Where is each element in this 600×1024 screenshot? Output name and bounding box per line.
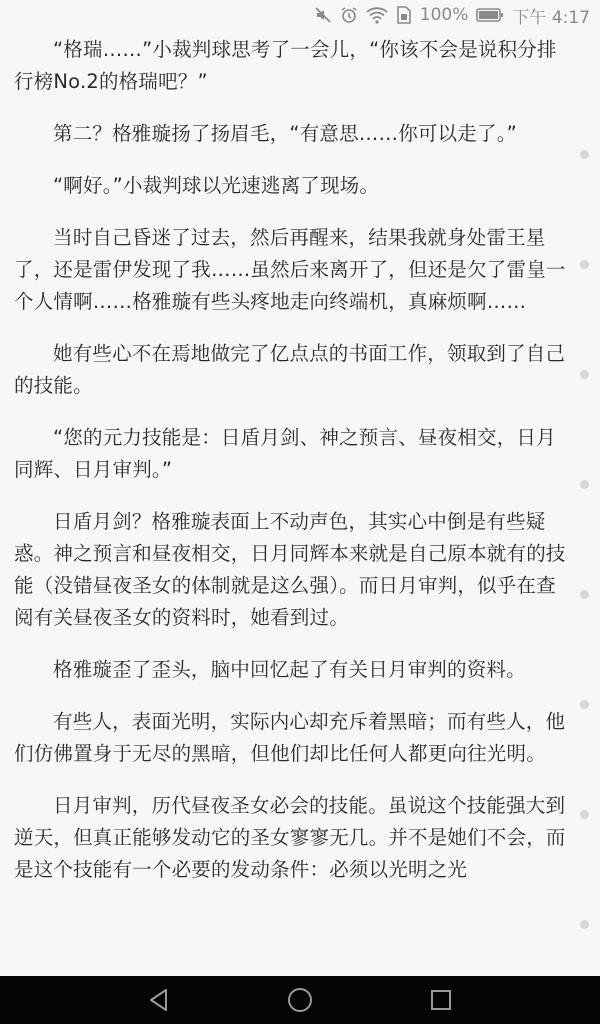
paragraph: 她有些心不在焉地做完了亿点点的书面工作，领取到了自己的技能。 bbox=[14, 342, 566, 397]
sim-icon bbox=[396, 6, 412, 24]
scroll-dot bbox=[580, 810, 589, 819]
paragraph: 当时自己昏迷了过去，然后再醒来，结果我就身处雷王星了，还是雷伊发现了我……虽然后来离开了，但还是欠了雷皇一个人情啊……格雅璇有些头疼地走向终端机，真麻烦啊…… bbox=[14, 226, 566, 313]
paragraph: 第二？格雅璇扬了扬眉毛，“有意思……你可以走了。” bbox=[53, 122, 517, 145]
wifi-icon bbox=[366, 6, 388, 24]
battery-percent: 100% bbox=[419, 5, 469, 25]
scroll-dot bbox=[580, 920, 589, 929]
mute-icon bbox=[314, 6, 332, 24]
navigation-bar bbox=[0, 976, 600, 1024]
back-icon[interactable] bbox=[141, 982, 177, 1018]
home-icon[interactable] bbox=[282, 982, 318, 1018]
chapter-text bbox=[0, 30, 600, 886]
status-bar bbox=[0, 0, 600, 30]
paragraph: “您的元力技能是：日盾月剑、神之预言、昼夜相交，日月同辉、日月审判。” bbox=[14, 426, 556, 481]
paragraph: 日盾月剑？格雅璇表面上不动声色，其实心中倒是有些疑惑。神之预言和昼夜相交，日月同辉本来就是自己原本就有的技能（没错昼夜圣女的体制就是这么强）。而日月审判，似乎在查阅有关昼夜圣女的资料时，她看到过。 bbox=[14, 510, 566, 629]
alarm-icon bbox=[340, 6, 358, 24]
battery-icon bbox=[476, 7, 504, 23]
paragraph: “格瑞……”小裁判球思考了一会儿，“你该不会是说积分排行榜No.2的格瑞吧？” bbox=[14, 38, 557, 93]
scroll-dot bbox=[580, 260, 589, 269]
scroll-dot bbox=[580, 370, 589, 379]
scroll-dot bbox=[580, 480, 589, 489]
paragraph: 有些人，表面光明，实际内心却充斥着黑暗；而有些人，他们仿佛置身于无尽的黑暗，但他们却比任何人都更向往光明。 bbox=[14, 710, 566, 765]
clock: 下午 4:17 bbox=[512, 7, 590, 28]
reader-page[interactable] bbox=[0, 30, 600, 976]
paragraph: “啊好。”小裁判球以光速逃离了现场。 bbox=[53, 174, 380, 197]
paragraph: 格雅璇歪了歪头，脑中回忆起了有关日月审判的资料。 bbox=[53, 658, 526, 681]
scroll-dot bbox=[580, 590, 589, 599]
recents-icon[interactable] bbox=[423, 982, 459, 1018]
scroll-dot bbox=[580, 700, 589, 709]
paragraph: 日月审判，历代昼夜圣女必会的技能。虽说这个技能强大到逆天，但真正能够发动它的圣女寥寥无几。并不是她们不会，而是这个技能有一个必要的发动条件：必须以光明之光 bbox=[14, 794, 566, 881]
page-scroll-indicator bbox=[580, 150, 592, 976]
scroll-dot bbox=[580, 150, 589, 159]
